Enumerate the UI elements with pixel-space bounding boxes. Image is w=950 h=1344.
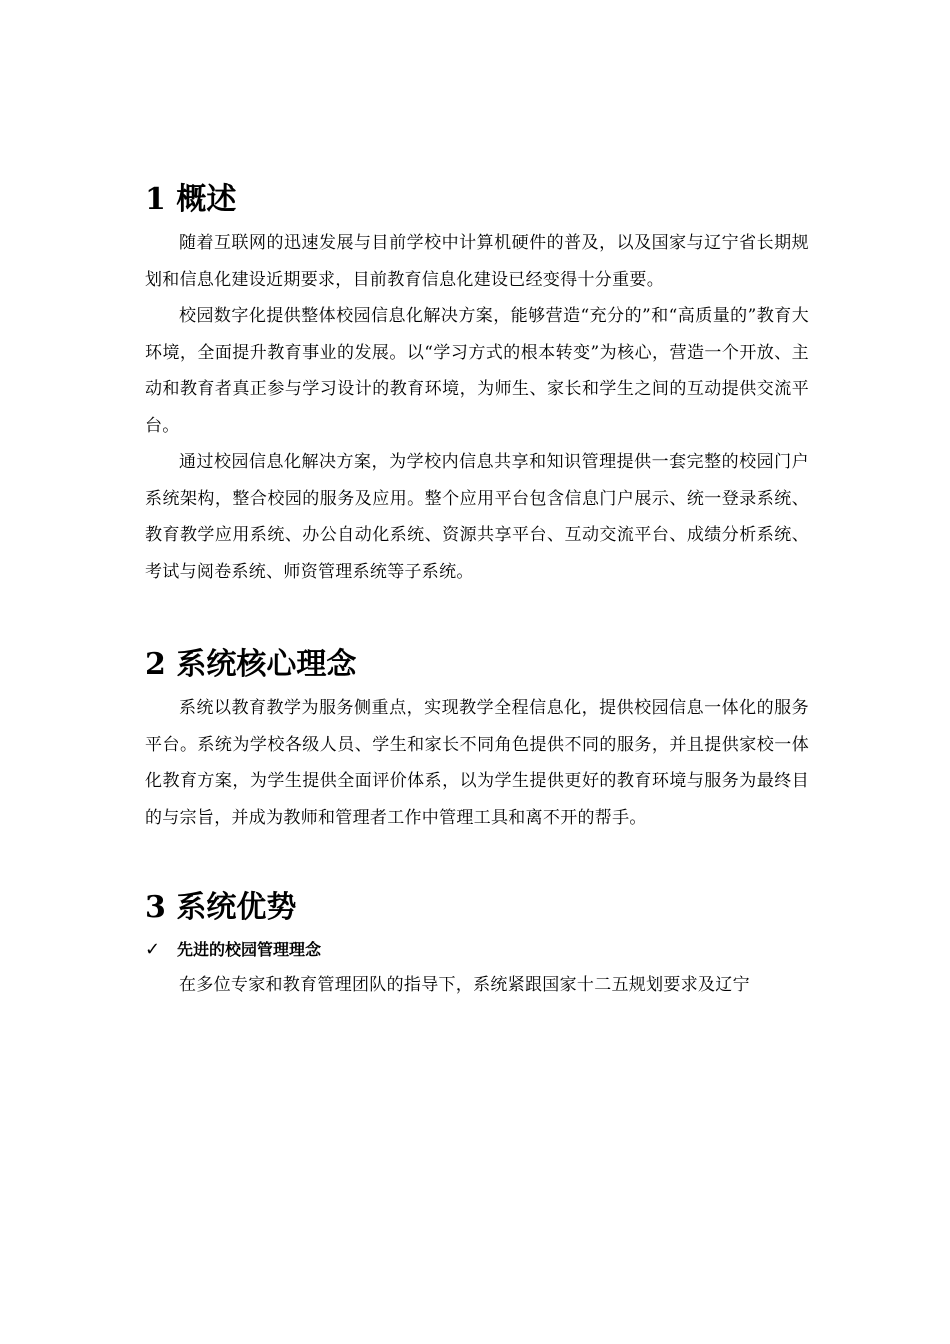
overview-paragraph-3: 通过校园信息化解决方案，为学校内信息共享和知识管理提供一套完整的校园门户系统架构，整合校园的服务及应用。整个应用平台包含信息门户展示、统一登录系统、教育教学应用系统、办公自动化系统、资源共享平台、互动交流平台、成绩分析系统、考试与阅卷系统、师资管理系统等子系统。 bbox=[145, 452, 809, 582]
section-heading-core-concept: 2 系统核心理念 bbox=[145, 647, 357, 682]
overview-paragraph-2: 校园数字化提供整体校园信息化解决方案，能够营造“充分的”和“高质量的”教育大环境，全面提升教育事业的发展。以“学习方式的根本转变”为核心，营造一个开放、主动和教育者真正参与学习设计的教育环境，为师生、家长和学生之间的互动提供交流平台。 bbox=[145, 306, 809, 436]
section-heading-overview: 1 概述 bbox=[145, 182, 237, 217]
section-heading-advantages: 3 系统优势 bbox=[145, 890, 297, 925]
section-spacer bbox=[145, 836, 809, 883]
document-body bbox=[145, 175, 809, 1004]
advantage-item-text: 在多位专家和教育管理团队的指导下，系统紧跟国家十二五规划要求及辽宁 bbox=[179, 975, 750, 995]
section-spacer bbox=[145, 590, 809, 640]
overview-paragraph-1: 随着互联网的迅速发展与目前学校中计算机硬件的普及，以及国家与辽宁省长期规划和信息化建设近期要求，目前教育信息化建设已经变得十分重要。 bbox=[145, 233, 809, 290]
core-concept-paragraph-1: 系统以教育教学为服务侧重点，实现教学全程信息化，提供校园信息一体化的服务平台。系统为学校各级人员、学生和家长不同角色提供不同的服务，并且提供家校一体化教育方案，为学生提供全面评价体系，以为学生提供更好的教育环境与服务为最终目的与宗旨，并成为教师和管理者工作中管理工具和离不开的帮手。 bbox=[145, 698, 809, 828]
advantage-item-label: 先进的校园管理理念 bbox=[177, 940, 322, 959]
checkmark-icon: ✓ bbox=[145, 939, 161, 960]
advantage-item-heading bbox=[145, 933, 809, 967]
